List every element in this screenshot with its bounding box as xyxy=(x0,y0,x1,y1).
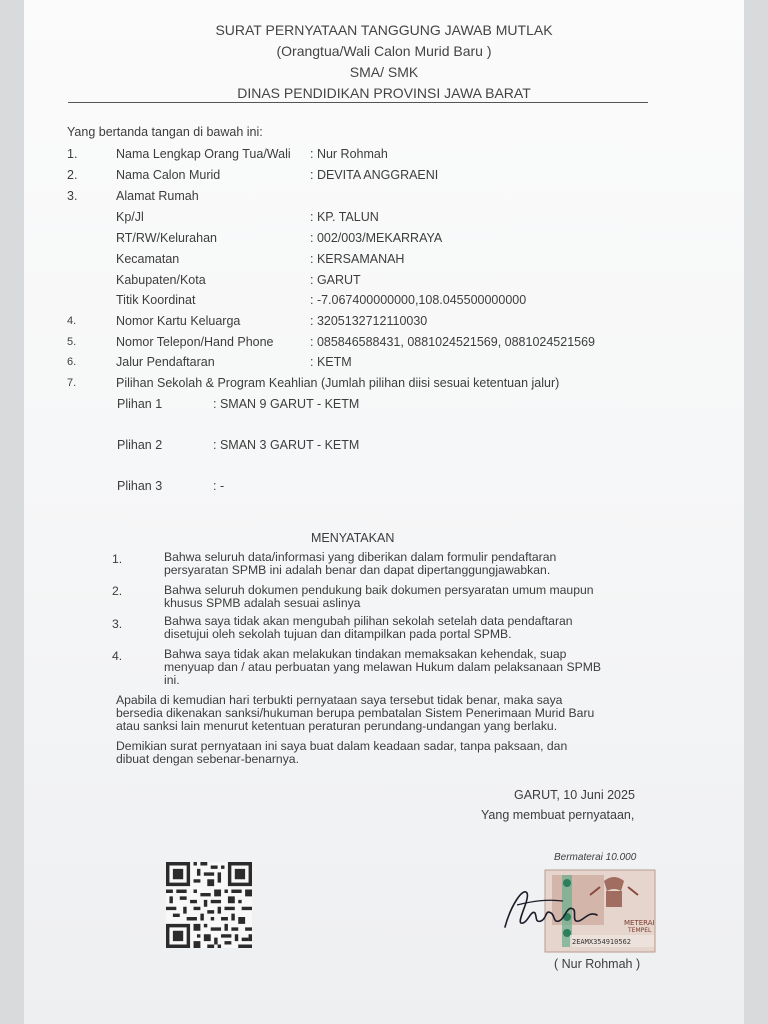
parent-name-label: Nama Lengkap Orang Tua/Wali xyxy=(116,147,291,161)
item-number: 4. xyxy=(67,315,77,327)
closing-paragraph-line: Demikian surat pernyataan ini saya buat dalam keadaan sadar, tanpa paksaan, dan xyxy=(116,739,568,753)
statement-line: persyaratan SPMB ini adalah benar dan dapat dipertanggungjawabkan. xyxy=(164,563,551,577)
item-number: 7. xyxy=(67,377,77,389)
rt-rw-label: RT/RW/Kelurahan xyxy=(116,231,217,245)
regency-label: Kabupaten/Kota xyxy=(116,273,206,287)
statement-number: 2. xyxy=(112,584,123,598)
choice-2-label: Plihan 2 xyxy=(117,438,163,452)
district-value: : KERSAMANAH xyxy=(310,252,405,266)
header-divider xyxy=(68,102,648,103)
document-title: SURAT PERNYATAAN TANGGUNG JAWAB MUTLAK xyxy=(215,22,553,38)
phone-label: Nomor Telepon/Hand Phone xyxy=(116,335,274,349)
item-number: 3. xyxy=(67,189,78,203)
statement-line: Bahwa seluruh dokumen pendukung baik dokumen persyaratan umum maupun xyxy=(164,583,594,597)
parent-name-value: : Nur Rohmah xyxy=(310,147,388,161)
stamp-text: TEMPEL xyxy=(628,927,652,934)
regency-value: : GARUT xyxy=(310,273,361,287)
statement-number: 4. xyxy=(112,649,123,663)
signature-icon xyxy=(497,875,602,935)
statement-number: 1. xyxy=(112,552,123,566)
statement-line: Bahwa saya tidak akan mengubah pilihan sekolah setelah data pendaftaran xyxy=(164,614,573,628)
place-date: GARUT, 10 Juni 2025 xyxy=(514,788,635,802)
choice-3-value: : - xyxy=(213,479,225,493)
statement-line: Bahwa saya tidak akan melakukan tindakan memaksakan kehendak, suap xyxy=(164,647,567,661)
item-number: 2. xyxy=(67,168,78,182)
choice-2-value: : SMAN 3 GARUT - KETM xyxy=(213,438,360,452)
closing-paragraph-line: dibuat dengan sebenar-benarnya. xyxy=(116,752,299,766)
stamp-text: METERAI xyxy=(624,919,655,927)
choice-1-value: : SMAN 9 GARUT - KETM xyxy=(213,397,360,411)
street-value: : KP. TALUN xyxy=(310,210,379,224)
qr-code-icon xyxy=(165,862,253,948)
document-page xyxy=(24,0,744,1024)
signer-name: ( Nur Rohmah ) xyxy=(554,957,641,971)
address-label: Alamat Rumah xyxy=(116,189,199,203)
statement-heading: MENYATAKAN xyxy=(311,531,395,545)
statement-line: khusus SPMB adalah sesuai aslinya xyxy=(164,596,361,610)
choice-3-label: Plihan 3 xyxy=(117,479,163,493)
consequence-paragraph-line: atau sanksi lain menurut ketentuan peraturan perundang-undangan yang berlaku. xyxy=(116,719,558,733)
item-number: 5. xyxy=(67,336,77,348)
item-number: 6. xyxy=(67,356,77,368)
family-card-value: : 3205132712110030 xyxy=(310,314,428,328)
phone-value: : 085846588431, 0881024521569, 0881024521569 xyxy=(310,335,596,349)
family-card-label: Nomor Kartu Keluarga xyxy=(116,314,241,328)
consequence-paragraph-line: bersedia dikenakan sanksi/hukuman berupa pembatalan Sistem Penerimaan Murid Baru xyxy=(116,706,595,720)
admission-path-label: Jalur Pendaftaran xyxy=(116,355,215,369)
student-name-value: : DEVITA ANGGRAENI xyxy=(310,168,439,182)
admission-path-value: : KETM xyxy=(310,355,352,369)
street-label: Kp/Jl xyxy=(116,210,144,224)
consequence-paragraph-line: Apabila di kemudian hari terbukti pernyataan saya tersebut tidak benar, maka saya xyxy=(116,693,563,707)
statement-line: Bahwa seluruh data/informasi yang diberikan dalam formulir pendaftaran xyxy=(164,550,557,564)
statement-line: ini. xyxy=(164,673,180,687)
coordinate-value: : -7.067400000000,108.045500000000 xyxy=(310,293,527,307)
student-name-label: Nama Calon Murid xyxy=(116,168,221,182)
statement-line: menyuap dan / atau perbuatan yang melawan Hukum dalam pelaksanaan SPMB xyxy=(164,660,601,674)
statement-number: 3. xyxy=(112,617,123,631)
coordinate-label: Titik Koordinat xyxy=(116,293,196,307)
maker-label: Yang membuat pernyataan, xyxy=(481,808,635,822)
stamp-duty-note: Bermaterai 10.000 xyxy=(554,852,637,863)
stamp-serial: 2EAMX354910562 xyxy=(572,938,632,946)
document-subtitle: (Orangtua/Wali Calon Murid Baru ) xyxy=(276,43,492,59)
school-choice-label: Pilihan Sekolah & Program Keahlian (Jumlah pilihan diisi sesuai ketentuan jalur) xyxy=(116,376,560,390)
item-number: 1. xyxy=(67,147,78,161)
agency-name: DINAS PENDIDIKAN PROVINSI JAWA BARAT xyxy=(237,85,531,101)
school-level: SMA/ SMK xyxy=(349,64,419,80)
district-label: Kecamatan xyxy=(116,252,180,266)
intro-text: Yang bertanda tangan di bawah ini: xyxy=(67,125,263,139)
choice-1-label: Plihan 1 xyxy=(117,397,163,411)
statement-line: disetujui oleh sekolah tujuan dan ditampilkan pada portal SPMB. xyxy=(164,627,512,641)
rt-rw-value: : 002/003/MEKARRAYA xyxy=(310,231,443,245)
